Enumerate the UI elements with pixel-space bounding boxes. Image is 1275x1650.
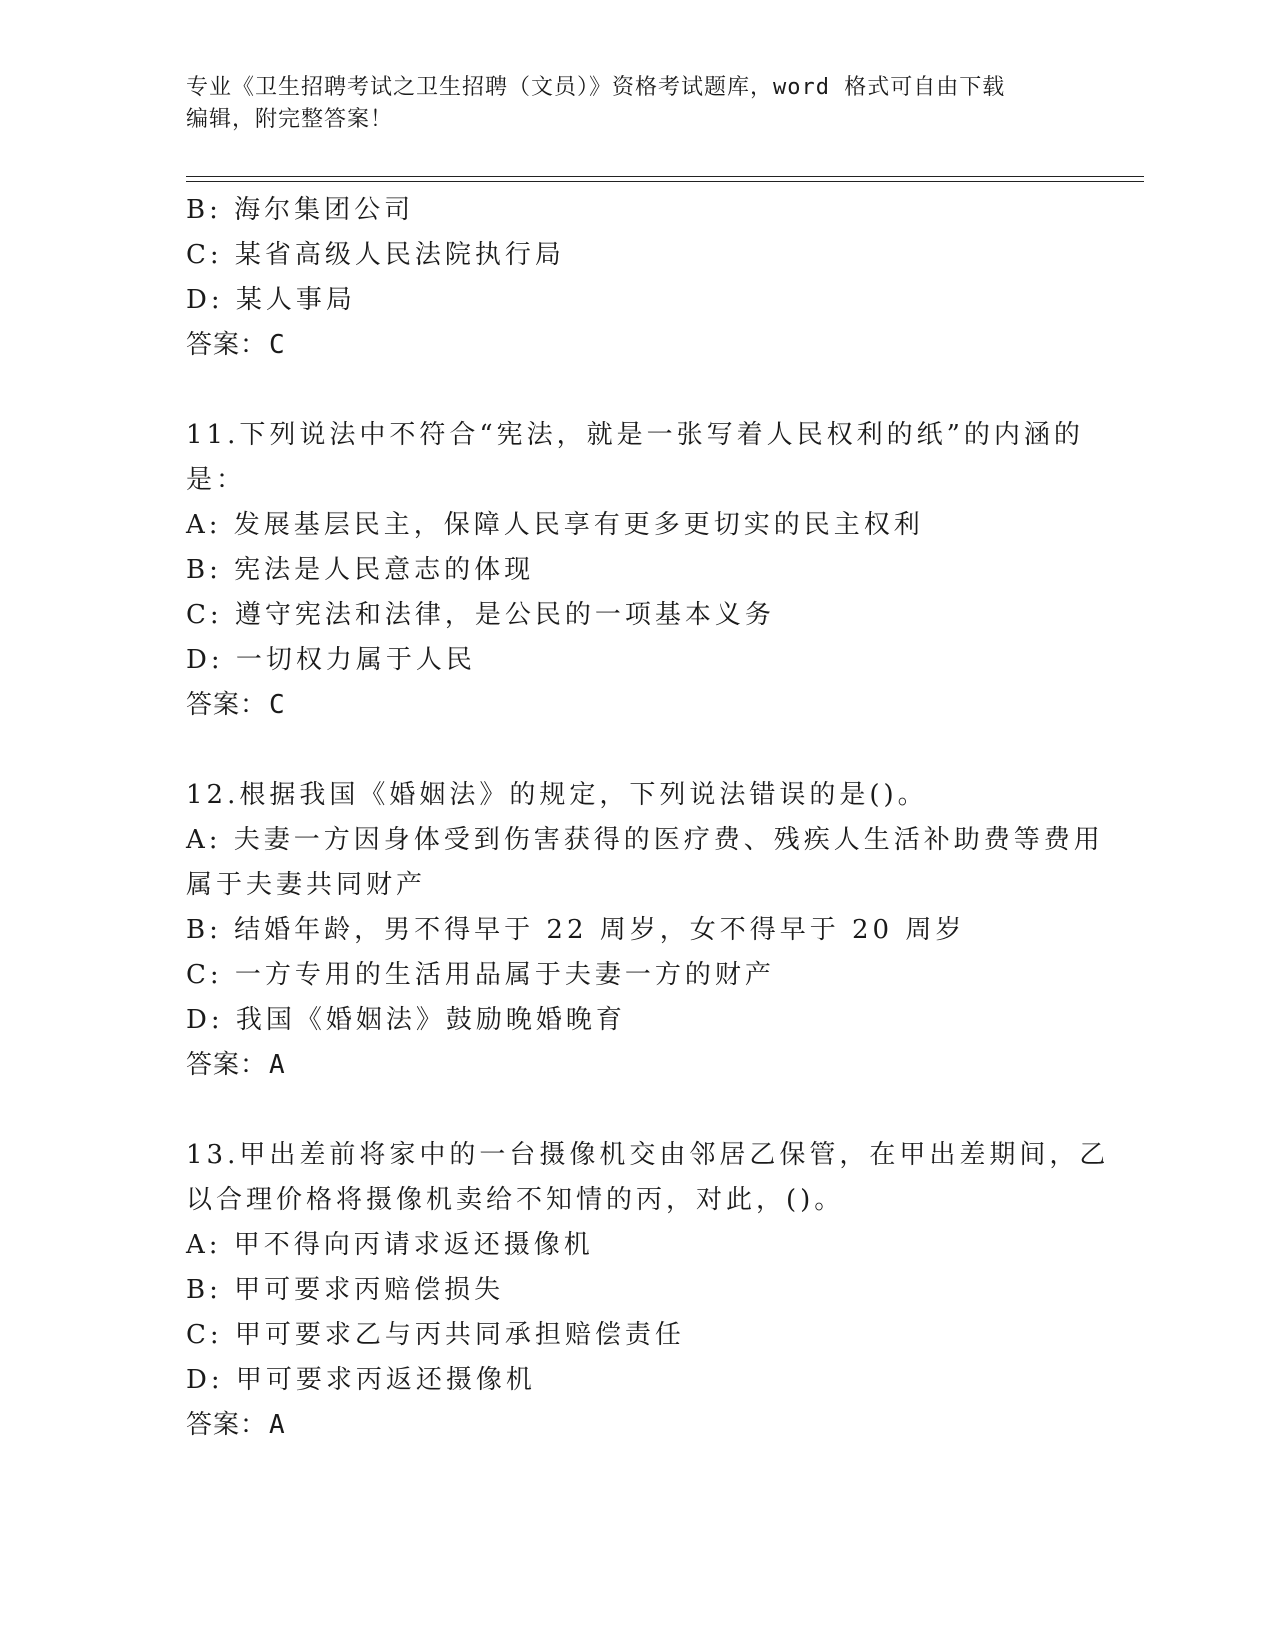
option-d: D: 某人事局 xyxy=(186,285,356,315)
answer-label: 答案： xyxy=(186,1410,268,1440)
option-c: C: 某省高级人民法院执行局 xyxy=(186,240,565,270)
option-b: B: 宪法是人民意志的体现 xyxy=(186,555,535,585)
answer-value: A xyxy=(269,1050,286,1080)
option-a: A: 甲不得向丙请求返还摄像机 xyxy=(186,1230,594,1260)
header-line-2: 编辑，附完整答案！ xyxy=(186,107,394,132)
question-11 xyxy=(186,413,1086,728)
answer-label: 答案： xyxy=(186,1050,268,1080)
header-line-1: 专业《卫生招聘考试之卫生招聘（文员）》资格考试题库，word 格式可自由下载 xyxy=(186,75,1006,100)
document-header xyxy=(186,72,1086,136)
header-divider-top xyxy=(186,176,1144,177)
option-b: B: 甲可要求丙赔偿损失 xyxy=(186,1275,505,1305)
answer-value: C xyxy=(269,690,286,720)
option-d: D: 我国《婚姻法》鼓励晚婚晚育 xyxy=(186,1005,626,1035)
answer-line xyxy=(186,1403,1086,1448)
option-d: D: 甲可要求丙返还摄像机 xyxy=(186,1365,536,1395)
question-stem-line-2: 是： xyxy=(186,465,247,495)
option-d: D: 一切权力属于人民 xyxy=(186,645,476,675)
option-a: A: 发展基层民主，保障人民享有更多更切实的民主权利 xyxy=(186,510,924,540)
question-stem-line-1: 13.甲出差前将家中的一台摄像机交由邻居乙保管，在甲出差期间，乙 xyxy=(186,1140,1110,1170)
answer-line xyxy=(186,1043,1086,1088)
answer-label: 答案： xyxy=(186,330,268,360)
answer-value: A xyxy=(269,1410,286,1440)
option-b: B: 结婚年龄，男不得早于 22 周岁，女不得早于 20 周岁 xyxy=(186,915,966,945)
question-list xyxy=(186,188,1110,1448)
answer-line xyxy=(186,323,1086,368)
header-divider-bottom xyxy=(186,181,1144,182)
question-12 xyxy=(186,773,1104,1088)
answer-label: 答案： xyxy=(186,690,268,720)
option-a-line-2: 属于夫妻共同财产 xyxy=(186,870,427,900)
question-10 xyxy=(186,188,1086,368)
answer-value: C xyxy=(269,330,286,360)
option-c: C: 遵守宪法和法律，是公民的一项基本义务 xyxy=(186,600,775,630)
question-13 xyxy=(186,1133,1110,1448)
question-stem-line-2: 以合理价格将摄像机卖给不知情的丙，对此，()。 xyxy=(186,1185,845,1215)
answer-line xyxy=(186,683,1086,728)
option-b: B: 海尔集团公司 xyxy=(186,195,415,225)
option-c: C: 甲可要求乙与丙共同承担赔偿责任 xyxy=(186,1320,685,1350)
option-c: C: 一方专用的生活用品属于夫妻一方的财产 xyxy=(186,960,775,990)
option-a-line-1: A: 夫妻一方因身体受到伤害获得的医疗费、残疾人生活补助费等费用 xyxy=(186,825,1104,855)
question-stem-line-1: 12.根据我国《婚姻法》的规定，下列说法错误的是()。 xyxy=(186,780,928,810)
question-stem-line-1: 11.下列说法中不符合“宪法，就是一张写着人民权利的纸”的内涵的 xyxy=(186,420,1084,450)
